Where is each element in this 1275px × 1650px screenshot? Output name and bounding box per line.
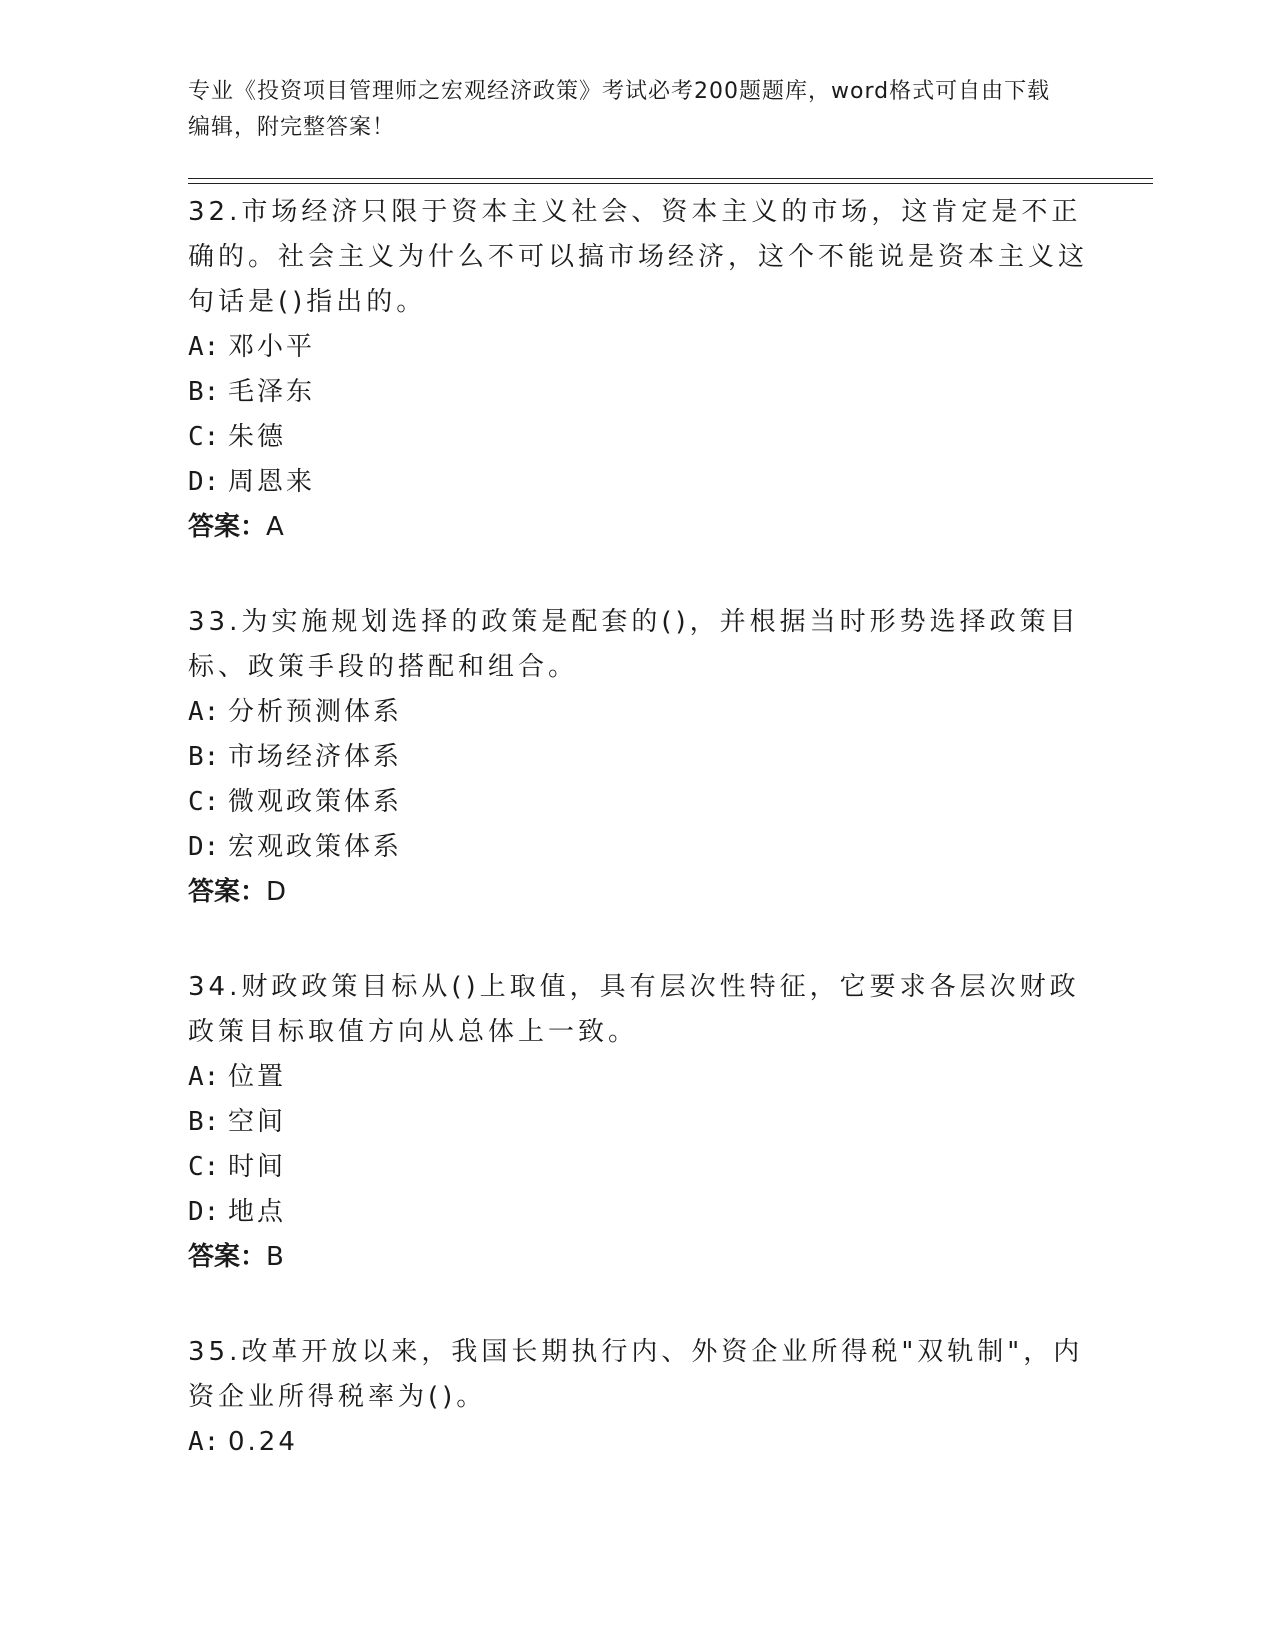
- option-key: D:: [188, 1197, 220, 1227]
- question-list: [188, 190, 1088, 1515]
- option-key: B:: [188, 1107, 220, 1137]
- answer-label: 答案：: [188, 877, 267, 907]
- answer-value: A: [266, 512, 284, 542]
- option-c: [188, 780, 1088, 825]
- option-key: B:: [188, 377, 220, 407]
- answer-line: [188, 870, 1088, 915]
- option-key: C:: [188, 422, 220, 452]
- option-text: 位置: [228, 1062, 287, 1092]
- option-a: [188, 325, 1088, 370]
- option-d: [188, 825, 1088, 870]
- option-text: 朱德: [228, 422, 287, 452]
- option-text: 周恩来: [228, 467, 316, 497]
- answer-label: 答案：: [188, 512, 267, 542]
- option-text: 0.24: [228, 1427, 298, 1457]
- option-key: D:: [188, 832, 220, 862]
- option-key: A:: [188, 1062, 220, 1092]
- option-text: 分析预测体系: [228, 697, 403, 727]
- question-text: 35.改革开放以来，我国长期执行内、外资企业所得税"双轨制"，内资企业所得税率为()。: [188, 1337, 1084, 1412]
- header-divider-line-secondary: [188, 183, 1153, 184]
- option-text: 市场经济体系: [228, 742, 403, 772]
- question-text: 33.为实施规划选择的政策是配套的()，并根据当时形势选择政策目标、政策手段的搭配和组合。: [188, 607, 1080, 682]
- option-text: 毛泽东: [228, 377, 316, 407]
- question-item: [188, 600, 1088, 915]
- option-a: [188, 690, 1088, 735]
- option-b: [188, 370, 1088, 415]
- page-header-intro: 专业《投资项目管理师之宏观经济政策》考试必考200题题库，word格式可自由下载编辑，附完整答案！: [188, 79, 1051, 140]
- option-c: [188, 415, 1088, 460]
- answer-label: 答案：: [188, 1242, 267, 1272]
- option-key: C:: [188, 1152, 220, 1182]
- answer-line: [188, 1235, 1088, 1280]
- option-text: 地点: [228, 1197, 287, 1227]
- option-key: B:: [188, 742, 220, 772]
- option-b: [188, 735, 1088, 780]
- option-key: A:: [188, 332, 220, 362]
- answer-value: D: [266, 877, 287, 907]
- option-text: 微观政策体系: [228, 787, 403, 817]
- option-key: A:: [188, 697, 220, 727]
- answer-line: [188, 505, 1088, 550]
- question-item: [188, 190, 1088, 550]
- option-text: 时间: [228, 1152, 287, 1182]
- question-text: 32.市场经济只限于资本主义社会、资本主义的市场，这肯定是不正确的。社会主义为什么不可以搞市场经济，这个不能说是资本主义这句话是()指出的。: [188, 197, 1089, 317]
- option-text: 邓小平: [228, 332, 316, 362]
- option-a: [188, 1420, 1088, 1465]
- option-key: D:: [188, 467, 220, 497]
- option-text: 宏观政策体系: [228, 832, 403, 862]
- question-item: [188, 965, 1088, 1280]
- answer-value: B: [266, 1242, 284, 1272]
- question-text: 34.财政政策目标从()上取值，具有层次性特征，它要求各层次财政政策目标取值方向从总体上一致。: [188, 972, 1080, 1047]
- option-c: [188, 1145, 1088, 1190]
- question-item: [188, 1330, 1088, 1465]
- option-d: [188, 1190, 1088, 1235]
- option-key: A:: [188, 1427, 220, 1457]
- header-divider-line: [188, 178, 1153, 179]
- option-b: [188, 1100, 1088, 1145]
- option-a: [188, 1055, 1088, 1100]
- option-text: 空间: [228, 1107, 287, 1137]
- option-key: C:: [188, 787, 220, 817]
- option-d: [188, 460, 1088, 505]
